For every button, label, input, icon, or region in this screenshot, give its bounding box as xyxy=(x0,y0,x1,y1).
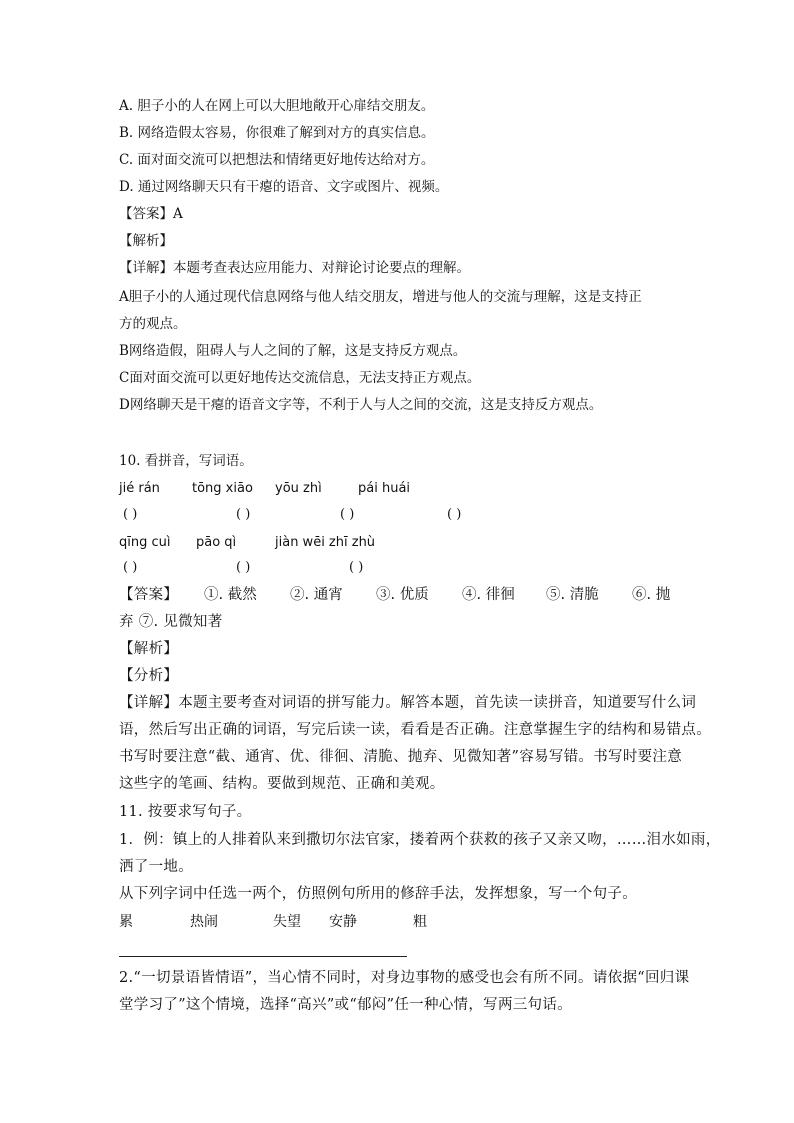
word-lei: 累 xyxy=(119,914,133,930)
pinyin-1: jié rán xyxy=(119,481,160,496)
q11-example-1: 1．例：镇上的人排着队来到撒切尔法官家，搂着两个获救的孩子又亲又吻，……泪水如雨， xyxy=(119,832,721,848)
q10-detail-3: 书写时要注意“截、通宵、优、徘徊、清脆、抛弃、见微知著”容易写错。书写时要注意 xyxy=(119,749,683,765)
blank-2: ( ) xyxy=(236,507,251,522)
q11-title: 11. 按要求写句子。 xyxy=(119,804,252,820)
option-a: A. 胆子小的人在网上可以大胆地敞开心扉结交朋友。 xyxy=(119,98,435,114)
answer-6: ⑥. 抛 xyxy=(632,587,671,603)
q11-example-2: 洒了一地。 xyxy=(119,859,193,875)
q10-answer-label: 【答案】 xyxy=(119,587,179,603)
q11-part2-2: 堂学习了”这个情境，选择“高兴”或“郁闷”任一种心情，写两三句话。 xyxy=(119,997,572,1013)
q11-instruction: 从下列字词中任选一两个，仿照例句所用的修辞手法，发挥想象，写一个句子。 xyxy=(119,886,637,902)
answer-5: ⑤. 清脆 xyxy=(546,587,599,603)
word-anjing: 安静 xyxy=(329,914,357,930)
blank-6: ( ) xyxy=(236,560,251,575)
q10-analysis-label: 【解析】 xyxy=(119,641,179,657)
explanation-a: A胆子小的人通过现代信息网络与他人结交朋友，增进与他人的交流与理解，这是支持正 xyxy=(119,289,642,305)
analysis-label: 【解析】 xyxy=(119,233,173,249)
pinyin-4: pái huái xyxy=(358,481,411,496)
option-d: D. 通过网络聊天只有干瘪的语音、文字或图片、视频。 xyxy=(119,179,449,195)
blank-5: ( ) xyxy=(123,560,138,575)
word-shiwang: 失望 xyxy=(273,914,301,930)
explanation-c: C面对面交流可以更好地传达交流信息，无法支持正方观点。 xyxy=(119,370,481,386)
q11-part2-1: 2.“一切景语皆情语”，当心情不同时，对身边事物的感受也会有所不同。请依据“回归课 xyxy=(119,970,690,986)
blank-3: ( ) xyxy=(340,507,355,522)
blank-4: ( ) xyxy=(447,507,462,522)
answer-3: ③. 优质 xyxy=(376,587,429,603)
word-cu: 粗 xyxy=(413,914,427,930)
explanation-d: D网络聊天是干瘪的语音文字等，不利于人与人之间的交流，这是支持反方观点。 xyxy=(119,397,603,413)
blank-7: ( ) xyxy=(349,560,364,575)
q10-title: 10. 看拼音，写词语。 xyxy=(119,453,253,469)
q10-fenxi-label: 【分析】 xyxy=(119,668,179,684)
q10-detail-2: 语，然后写出正确的词语，写完后读一读，看看是否正确。注意掌握生字的结构和易错点。 xyxy=(119,722,711,738)
option-b: B. 网络造假太容易，你很难了解到对方的真实信息。 xyxy=(119,125,435,141)
explanation-a-cont: 方的观点。 xyxy=(119,316,187,332)
pinyin-6: pāo qì xyxy=(196,535,237,550)
pinyin-7: jiàn wēi zhī zhù xyxy=(275,535,376,550)
answer-1: ①. 截然 xyxy=(204,587,257,603)
detail-line: 【详解】本题考查表达应用能力、对辩论讨论要点的理解。 xyxy=(119,260,470,276)
option-c: C. 面对面交流可以把想法和情绪更好地传达给对方。 xyxy=(119,152,435,168)
answer-4: ④. 徘徊 xyxy=(462,587,515,603)
writing-line xyxy=(119,956,407,957)
pinyin-2: tōng xiāo xyxy=(192,481,253,496)
explanation-b: B网络造假，阻碍人与人之间的了解，这是支持反方观点。 xyxy=(119,343,467,359)
answer-2: ②. 通宵 xyxy=(290,587,343,603)
pinyin-3: yōu zhì xyxy=(275,481,322,496)
answer-label: 【答案】A xyxy=(119,206,183,222)
q10-detail-4: 这些字的笔画、结构。要做到规范、正确和美观。 xyxy=(119,776,445,792)
word-renao: 热闹 xyxy=(190,914,218,930)
pinyin-5: qīng cuì xyxy=(119,535,171,550)
answer-cont: 弃 ⑦. 见微知著 xyxy=(119,614,223,630)
q10-detail-1: 【详解】本题主要考查对词语的拼写能力。解答本题，首先读一读拼音，知道要写什么词 xyxy=(119,695,697,711)
blank-1: ( ) xyxy=(123,507,138,522)
